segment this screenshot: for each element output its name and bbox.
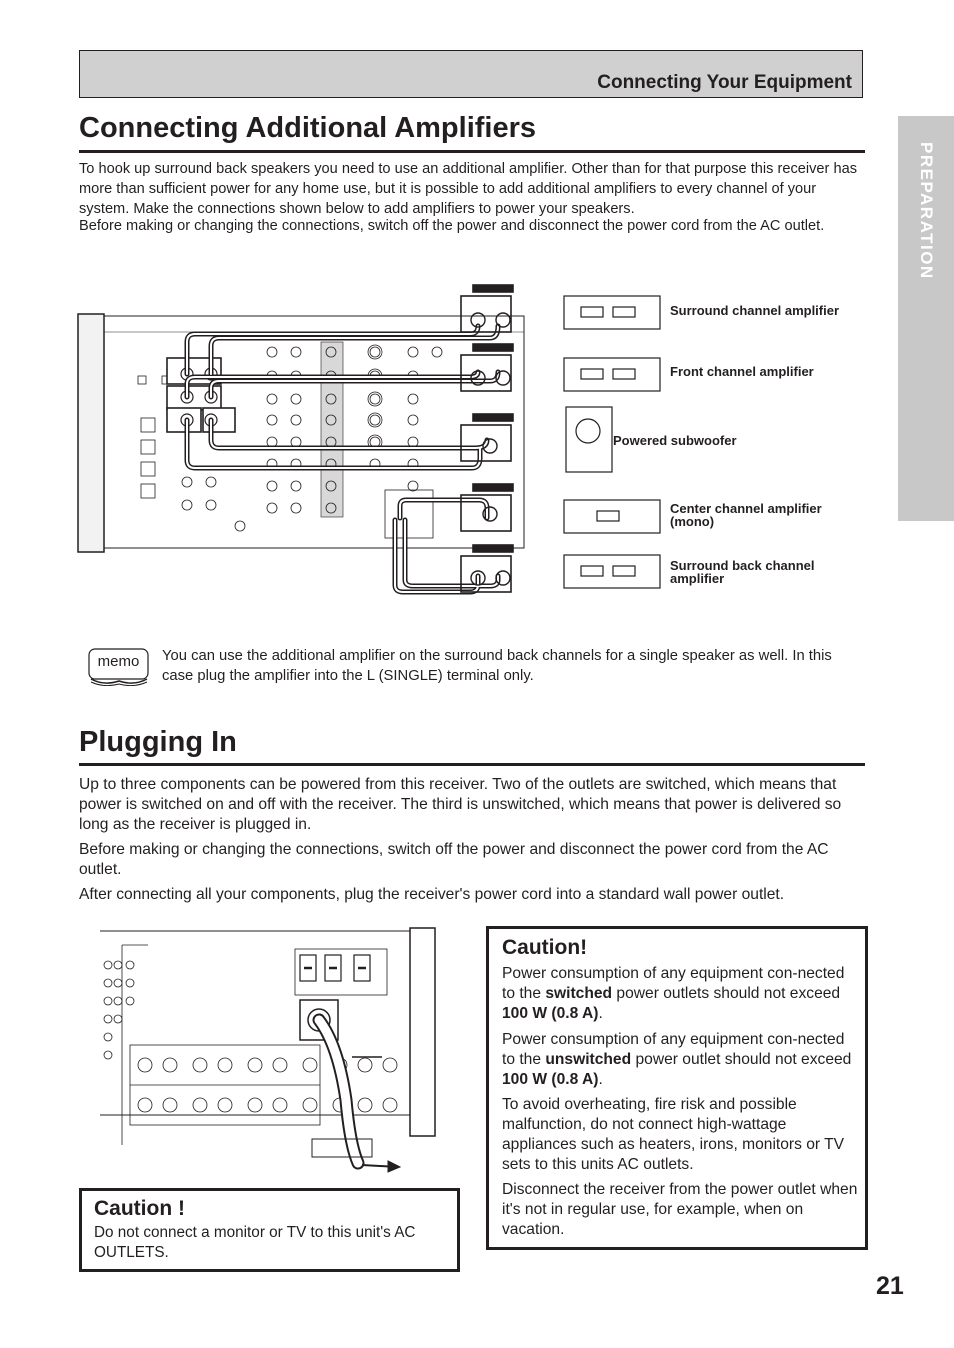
- caution-large-title: Caution!: [502, 936, 588, 959]
- label-center-amplifier-mono: (mono): [670, 514, 715, 529]
- title-rule: [79, 150, 865, 153]
- amplifiers-title: Connecting Additional Amplifiers: [79, 112, 537, 144]
- amplifiers-intro: To hook up surround back speakers you need to use an additional amplifier. Other than for that purpose this receiver has more than sufficient power for any home use, but it is possible to add additional amplifiers to every channel of your system. Make the connections shown below to add amplifiers to power your speakers.: [79, 161, 857, 217]
- amplifiers-warning: Before making or changing the connections, switch off the power and disconnect the power cord from the AC outlet.: [79, 218, 825, 234]
- plugging-rule: [79, 763, 865, 766]
- caution-large-p1: Power consumption of any equipment con-nected to the switched power outlets should not exceed 100 W (0.8 A).: [502, 965, 845, 1022]
- caution-large-p3: To avoid overheating, fire risk and possible malfunction, do not connect high-wattage appliances such as heaters, irons, monitors or TV sets to this units AC outlets.: [502, 1096, 845, 1173]
- plugging-p1: Up to three components can be powered from this receiver. Two of the outlets are switched, which means that power is switched on and off with the receiver. The third is unswitched, which means that power is delivered so long as the receiver is plugged in.: [79, 776, 842, 833]
- caution-small-title: Caution !: [94, 1197, 185, 1220]
- plugging-p2: Before making or changing the connections, switch off the power and disconnect the power cord from the AC outlet.: [79, 841, 829, 878]
- label-powered-subwoofer: Powered subwoofer: [613, 433, 737, 448]
- side-tab: [898, 116, 954, 521]
- label-surround-amplifier: Surround channel amplifier: [670, 303, 840, 318]
- caution-large-box: [486, 926, 868, 1250]
- label-surround-back-amplifier: Surround back channel: [670, 558, 815, 573]
- caution-small-box: [79, 1188, 460, 1272]
- memo-icon: [88, 648, 150, 686]
- plugging-title: Plugging In: [79, 726, 237, 758]
- memo-text: You can use the additional amplifier on the surround back channels for a single speaker as well. In this case plug the amplifier into the L (SINGLE) terminal only.: [162, 648, 832, 684]
- label-front-amplifier: Front channel amplifier: [670, 364, 814, 379]
- label-surround-back-amplifier-2: amplifier: [670, 571, 725, 586]
- caution-large-p4: Disconnect the receiver from the power outlet when it's not in regular use, for example, when on vacation.: [502, 1181, 858, 1238]
- caution-large-p2: Power consumption of any equipment con-nected to the unswitched power outlet should not exceed 100 W (0.8 A).: [502, 1031, 852, 1088]
- caution-small-text: Do not connect a monitor or TV to this unit's AC OUTLETS.: [94, 1224, 416, 1261]
- label-center-amplifier: Center channel amplifier: [670, 501, 822, 516]
- ac-outlet-diagram: [100, 925, 440, 1175]
- memo-icon-label: memo: [97, 653, 140, 670]
- page-number: 21: [876, 1272, 904, 1300]
- section-header: [79, 50, 863, 98]
- section-title: Connecting Your Equipment: [597, 72, 852, 93]
- plugging-p3: After connecting all your components, plug the receiver's power cord into a standard wall power outlet.: [79, 886, 785, 903]
- side-tab-label: PREPARATION: [917, 142, 936, 280]
